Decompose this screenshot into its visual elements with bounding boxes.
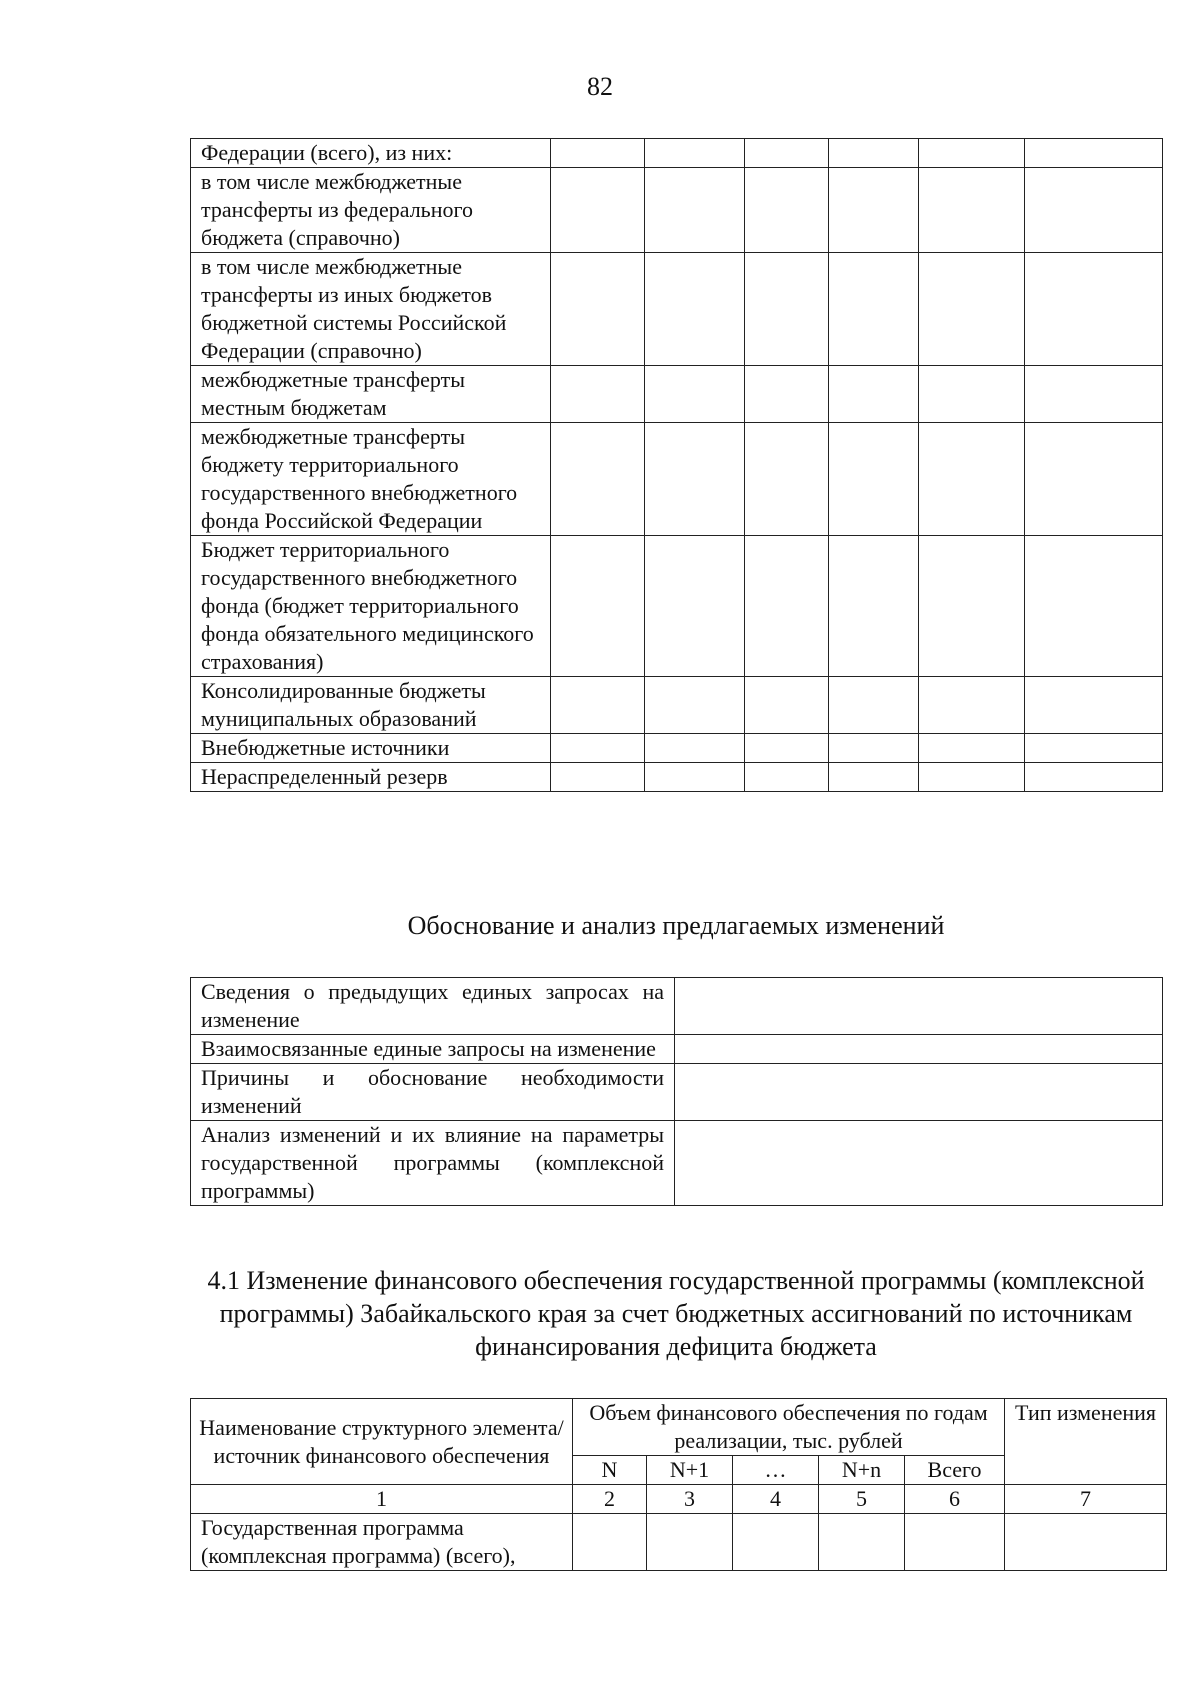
table-row [191,978,1163,1035]
row-label: межбюджетные трансферты бюджету территориального государственного внебюджетного фонда Российской Федерации [191,423,551,536]
table-header-row [191,1399,1167,1456]
column-number: 5 [819,1485,905,1514]
table-row [191,168,1163,253]
column-number: 1 [191,1485,573,1514]
header-volume: Объем финансового обеспечения по годам реализации, тыс. рублей [573,1399,1005,1456]
row-label: Консолидированные бюджеты муниципальных образований [191,677,551,734]
table-row [191,139,1163,168]
row-label: межбюджетные трансферты местным бюджетам [191,366,551,423]
table-row [191,366,1163,423]
table-row [191,734,1163,763]
table-row [191,763,1163,792]
table-row [191,677,1163,734]
header-year: N [573,1456,647,1485]
sources-table [190,138,1163,792]
table-row [191,423,1163,536]
row-label: Нераспределенный резерв [191,763,551,792]
column-number: 7 [1005,1485,1167,1514]
row-label: в том числе межбюджетные трансферты из федерального бюджета (справочно) [191,168,551,253]
section-4-1-title: 4.1 Изменение финансового обеспечения государственной программы (комплексной программы) Забайкальского края за счет бюджетных ассигнований по источникам финансирования дефицита бюджета [207,1266,1145,1361]
header-year: N+1 [647,1456,733,1485]
section-title: Обоснование и анализ предлагаемых изменений [407,911,945,940]
column-number: 4 [733,1485,819,1514]
row-label: Государственная программа (комплексная программа) (всего), [191,1514,573,1571]
header-structural-element: Наименование структурного элемента/источник финансового обеспечения [191,1399,573,1485]
header-year: N+n [819,1456,905,1485]
header-year: Всего [905,1456,1005,1485]
deficit-financing-table [190,1398,1167,1571]
row-label: Бюджет территориального государственного внебюджетного фонда (бюджет территориального фонда обязательного медицинского страхования) [191,536,551,677]
table-row [191,1035,1163,1064]
column-numbers-row [191,1485,1167,1514]
row-label: Сведения о предыдущих единых запросах на изменение [191,978,675,1035]
table-row [191,1514,1167,1571]
row-label: Причины и обоснование необходимости изменений [191,1064,675,1121]
header-change-type: Тип изменения [1005,1399,1167,1485]
table-row [191,1064,1163,1121]
table-row [191,536,1163,677]
column-number: 3 [647,1485,733,1514]
header-year: … [733,1456,819,1485]
column-number: 6 [905,1485,1005,1514]
table-row [191,253,1163,366]
row-label: Федерации (всего), из них: [191,139,551,168]
row-label: Внебюджетные источники [191,734,551,763]
column-number: 2 [573,1485,647,1514]
page-number: 82 [587,72,613,101]
justification-table [190,977,1163,1206]
table-row [191,1121,1163,1206]
row-label: Взаимосвязанные единые запросы на изменение [191,1035,675,1064]
row-label: в том числе межбюджетные трансферты из иных бюджетов бюджетной системы Российской Федерации (справочно) [191,253,551,366]
row-label: Анализ изменений и их влияние на параметры государственной программы (комплексной программы) [191,1121,675,1206]
